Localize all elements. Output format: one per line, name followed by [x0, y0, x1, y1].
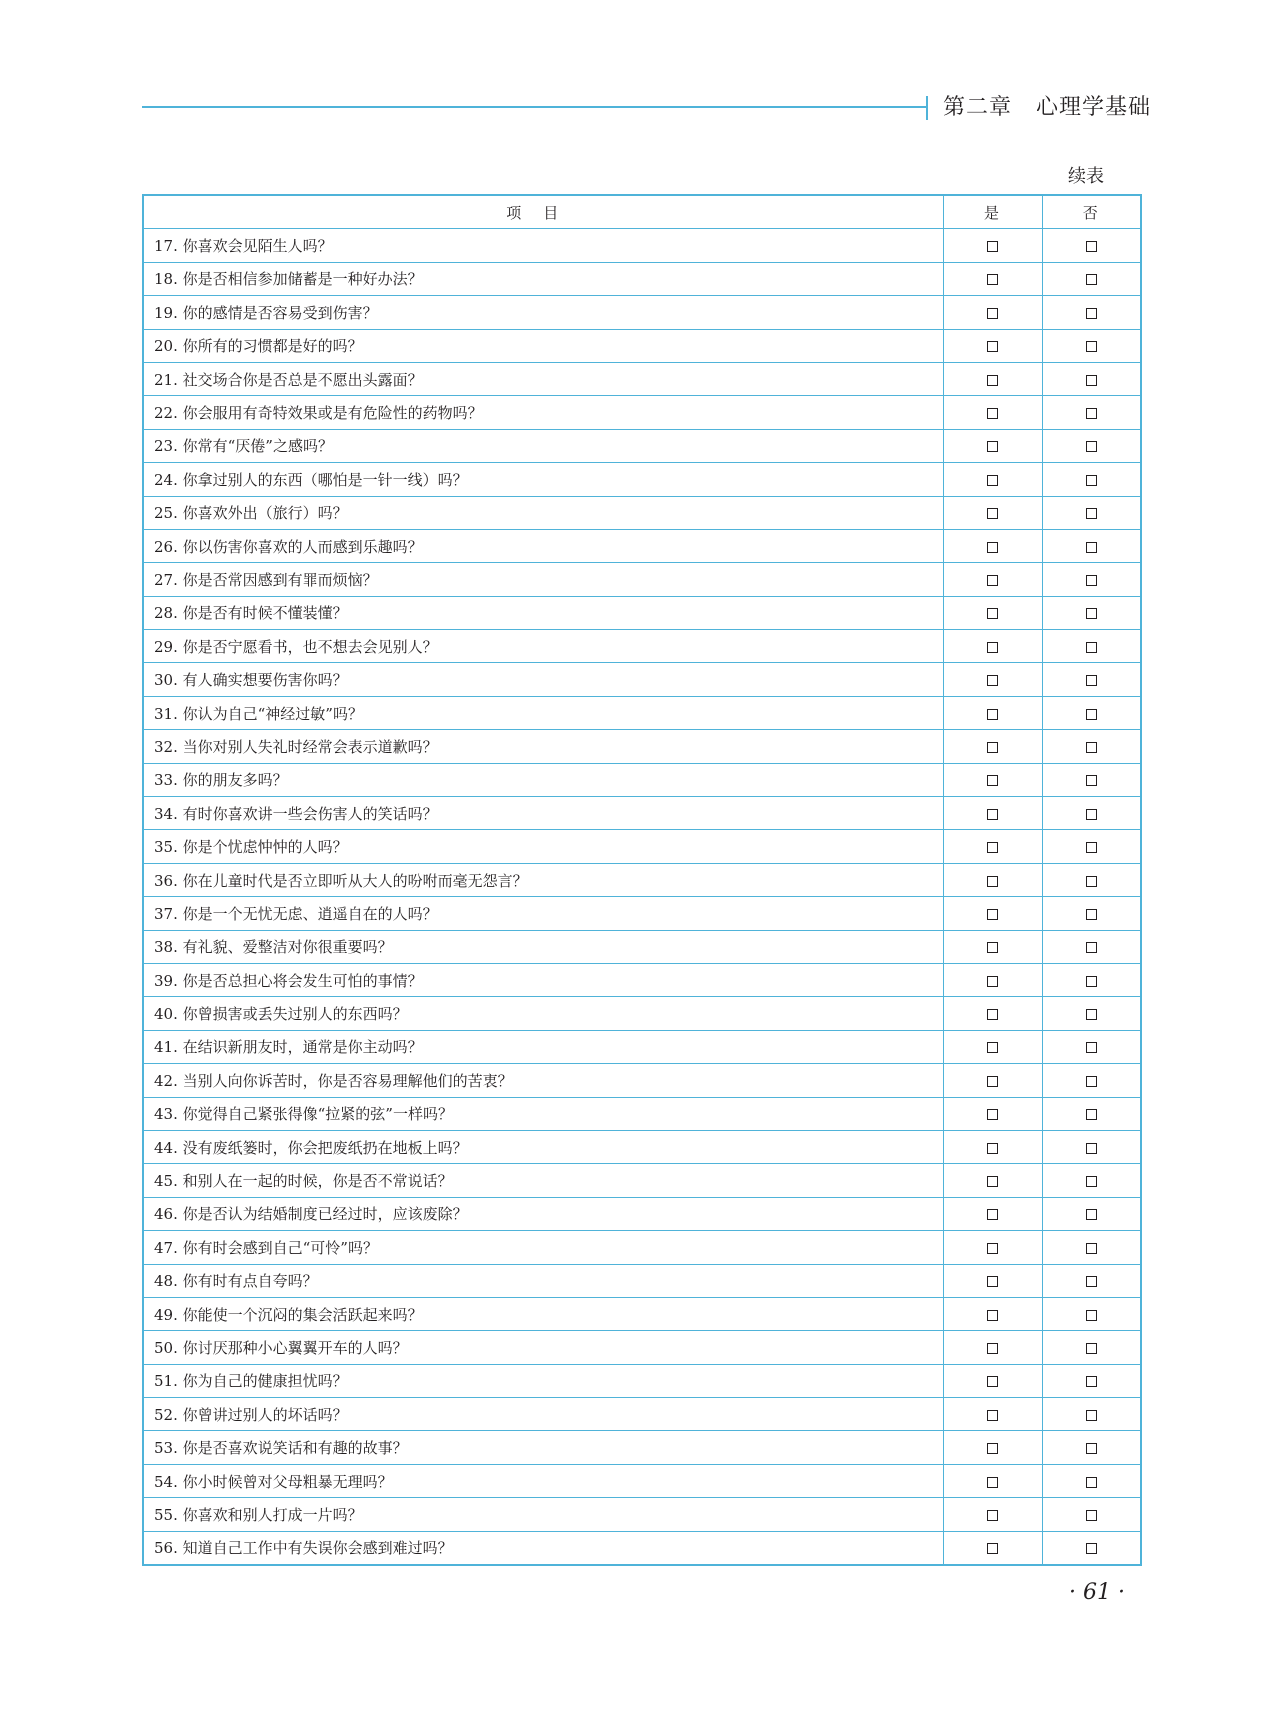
table-row	[143, 1398, 1141, 1431]
yes-cell	[943, 396, 1042, 429]
column-header-no: 否	[1042, 195, 1141, 229]
no-checkbox[interactable]	[1086, 341, 1097, 352]
question-text: 36. 你在儿童时代是否立即听从大人的吩咐而毫无怨言？	[143, 863, 943, 896]
table-row	[143, 663, 1141, 696]
question-text: 53. 你是否喜欢说笑话和有趣的故事？	[143, 1431, 943, 1464]
no-cell	[1042, 1331, 1141, 1364]
yes-checkbox[interactable]	[987, 341, 998, 352]
no-cell	[1042, 1164, 1141, 1197]
yes-checkbox[interactable]	[987, 1343, 998, 1354]
no-checkbox[interactable]	[1086, 1076, 1097, 1087]
yes-checkbox[interactable]	[987, 241, 998, 252]
header-divider	[926, 96, 928, 120]
no-cell	[1042, 463, 1141, 496]
table-row	[143, 329, 1141, 362]
no-cell	[1042, 863, 1141, 896]
table-row	[143, 296, 1141, 329]
no-cell	[1042, 897, 1141, 930]
question-text: 18. 你是否相信参加储蓄是一种好办法？	[143, 262, 943, 295]
question-text: 33. 你的朋友多吗？	[143, 763, 943, 796]
yes-checkbox[interactable]	[987, 1276, 998, 1287]
no-cell	[1042, 563, 1141, 596]
yes-checkbox[interactable]	[987, 1443, 998, 1454]
question-text: 41. 在结识新朋友时，通常是你主动吗？	[143, 1030, 943, 1063]
yes-checkbox[interactable]	[987, 1076, 998, 1087]
yes-checkbox[interactable]	[987, 842, 998, 853]
yes-checkbox[interactable]	[987, 1310, 998, 1321]
table-row	[143, 1130, 1141, 1163]
yes-cell	[943, 429, 1042, 462]
no-cell	[1042, 262, 1141, 295]
yes-checkbox[interactable]	[987, 1176, 998, 1187]
question-text: 42. 当别人向你诉苦时，你是否容易理解他们的苦衷？	[143, 1064, 943, 1097]
yes-cell	[943, 1398, 1042, 1431]
yes-checkbox[interactable]	[987, 909, 998, 920]
yes-cell	[943, 1130, 1042, 1163]
no-checkbox[interactable]	[1086, 375, 1097, 386]
yes-checkbox[interactable]	[987, 441, 998, 452]
yes-checkbox[interactable]	[987, 475, 998, 486]
question-text: 54. 你小时候曾对父母粗暴无理吗？	[143, 1464, 943, 1497]
yes-checkbox[interactable]	[987, 876, 998, 887]
no-checkbox[interactable]	[1086, 542, 1097, 553]
no-cell	[1042, 1464, 1141, 1497]
column-header-yes: 是	[943, 195, 1042, 229]
no-cell	[1042, 1398, 1141, 1431]
table-row	[143, 1164, 1141, 1197]
yes-cell	[943, 563, 1042, 596]
question-text: 30. 有人确实想要伤害你吗？	[143, 663, 943, 696]
yes-checkbox[interactable]	[987, 1243, 998, 1254]
no-checkbox[interactable]	[1086, 608, 1097, 619]
no-cell	[1042, 997, 1141, 1030]
no-checkbox[interactable]	[1086, 809, 1097, 820]
yes-cell	[943, 329, 1042, 362]
no-cell	[1042, 1498, 1141, 1531]
yes-checkbox[interactable]	[987, 1510, 998, 1521]
question-text: 21. 社交场合你是否总是不愿出头露面？	[143, 362, 943, 395]
yes-cell	[943, 1264, 1042, 1297]
no-checkbox[interactable]	[1086, 408, 1097, 419]
table-row	[143, 1331, 1141, 1364]
no-cell	[1042, 663, 1141, 696]
yes-cell	[943, 1364, 1042, 1397]
no-cell	[1042, 763, 1141, 796]
table-row	[143, 563, 1141, 596]
yes-cell	[943, 830, 1042, 863]
question-text: 29. 你是否宁愿看书，也不想去会见别人？	[143, 630, 943, 663]
no-checkbox[interactable]	[1086, 1543, 1097, 1554]
yes-cell	[943, 1431, 1042, 1464]
question-text: 45. 和别人在一起的时候，你是否不常说话？	[143, 1164, 943, 1197]
table-row	[143, 262, 1141, 295]
yes-cell	[943, 730, 1042, 763]
yes-checkbox[interactable]	[987, 709, 998, 720]
yes-checkbox[interactable]	[987, 675, 998, 686]
no-checkbox[interactable]	[1086, 1143, 1097, 1154]
table-row	[143, 463, 1141, 496]
no-cell	[1042, 830, 1141, 863]
yes-cell	[943, 496, 1042, 529]
no-checkbox[interactable]	[1086, 1343, 1097, 1354]
yes-cell	[943, 1464, 1042, 1497]
table-row	[143, 897, 1141, 930]
header-rule	[142, 106, 926, 108]
page-number: · 61 ·	[1069, 1580, 1125, 1605]
yes-checkbox[interactable]	[987, 1376, 998, 1387]
table-row	[143, 830, 1141, 863]
no-cell	[1042, 229, 1141, 262]
question-text: 34. 有时你喜欢讲一些会伤害人的笑话吗？	[143, 797, 943, 830]
question-text: 39. 你是否总担心将会发生可怕的事情？	[143, 963, 943, 996]
no-checkbox[interactable]	[1086, 441, 1097, 452]
question-text: 27. 你是否常因感到有罪而烦恼？	[143, 563, 943, 596]
question-text: 17. 你喜欢会见陌生人吗？	[143, 229, 943, 262]
no-checkbox[interactable]	[1086, 876, 1097, 887]
yes-cell	[943, 1197, 1042, 1230]
no-cell	[1042, 1531, 1141, 1565]
no-checkbox[interactable]	[1086, 976, 1097, 987]
no-checkbox[interactable]	[1086, 1109, 1097, 1120]
yes-checkbox[interactable]	[987, 1009, 998, 1020]
question-text: 44. 没有废纸篓时，你会把废纸扔在地板上吗？	[143, 1130, 943, 1163]
no-checkbox[interactable]	[1086, 842, 1097, 853]
table-row	[143, 1097, 1141, 1130]
question-text: 52. 你曾讲过别人的坏话吗？	[143, 1398, 943, 1431]
yes-cell	[943, 1030, 1042, 1063]
yes-cell	[943, 997, 1042, 1030]
question-text: 40. 你曾损害或丢失过别人的东西吗？	[143, 997, 943, 1030]
yes-cell	[943, 1531, 1042, 1565]
question-text: 38. 有礼貌、爱整洁对你很重要吗？	[143, 930, 943, 963]
yes-cell	[943, 229, 1042, 262]
no-cell	[1042, 529, 1141, 562]
yes-cell	[943, 1064, 1042, 1097]
yes-checkbox[interactable]	[987, 1042, 998, 1053]
no-checkbox[interactable]	[1086, 1477, 1097, 1488]
no-checkbox[interactable]	[1086, 1042, 1097, 1053]
no-cell	[1042, 396, 1141, 429]
no-checkbox[interactable]	[1086, 475, 1097, 486]
no-cell	[1042, 1297, 1141, 1330]
no-cell	[1042, 696, 1141, 729]
table-continued-label: 续表	[1068, 166, 1104, 187]
table-row	[143, 596, 1141, 629]
question-text: 26. 你以伤害你喜欢的人而感到乐趣吗？	[143, 529, 943, 562]
no-checkbox[interactable]	[1086, 1410, 1097, 1421]
yes-cell	[943, 863, 1042, 896]
no-cell	[1042, 429, 1141, 462]
yes-checkbox[interactable]	[987, 1410, 998, 1421]
question-text: 51. 你为自己的健康担忧吗？	[143, 1364, 943, 1397]
yes-cell	[943, 362, 1042, 395]
no-checkbox[interactable]	[1086, 642, 1097, 653]
yes-checkbox[interactable]	[987, 375, 998, 386]
no-cell	[1042, 930, 1141, 963]
table-row	[143, 630, 1141, 663]
question-text: 19. 你的感情是否容易受到伤害？	[143, 296, 943, 329]
question-text: 23. 你常有“厌倦”之感吗？	[143, 429, 943, 462]
yes-checkbox[interactable]	[987, 542, 998, 553]
table-row	[143, 1464, 1141, 1497]
yes-cell	[943, 1331, 1042, 1364]
no-checkbox[interactable]	[1086, 1443, 1097, 1454]
no-checkbox[interactable]	[1086, 909, 1097, 920]
yes-cell	[943, 596, 1042, 629]
table-row	[143, 1364, 1141, 1397]
no-cell	[1042, 1030, 1141, 1063]
yes-cell	[943, 797, 1042, 830]
table-row	[143, 1297, 1141, 1330]
yes-cell	[943, 930, 1042, 963]
yes-cell	[943, 1097, 1042, 1130]
yes-checkbox[interactable]	[987, 308, 998, 319]
questionnaire-table	[142, 194, 1142, 1566]
yes-checkbox[interactable]	[987, 809, 998, 820]
yes-checkbox[interactable]	[987, 575, 998, 586]
yes-checkbox[interactable]	[987, 742, 998, 753]
no-checkbox[interactable]	[1086, 1176, 1097, 1187]
yes-cell	[943, 663, 1042, 696]
table-row	[143, 1531, 1141, 1565]
yes-cell	[943, 463, 1042, 496]
table-row	[143, 1498, 1141, 1531]
no-cell	[1042, 630, 1141, 663]
no-checkbox[interactable]	[1086, 709, 1097, 720]
no-cell	[1042, 296, 1141, 329]
table-row	[143, 229, 1141, 262]
yes-cell	[943, 1164, 1042, 1197]
no-cell	[1042, 1097, 1141, 1130]
no-checkbox[interactable]	[1086, 308, 1097, 319]
yes-cell	[943, 1231, 1042, 1264]
table-row	[143, 763, 1141, 796]
question-text: 48. 你有时有点自夸吗？	[143, 1264, 943, 1297]
yes-cell	[943, 296, 1042, 329]
no-cell	[1042, 730, 1141, 763]
yes-cell	[943, 630, 1042, 663]
table-row	[143, 362, 1141, 395]
no-cell	[1042, 496, 1141, 529]
column-header-item: 项目	[143, 195, 943, 229]
no-checkbox[interactable]	[1086, 508, 1097, 519]
yes-checkbox[interactable]	[987, 274, 998, 285]
table-row	[143, 696, 1141, 729]
question-text: 46. 你是否认为结婚制度已经过时，应该废除？	[143, 1197, 943, 1230]
table-row	[143, 496, 1141, 529]
no-cell	[1042, 797, 1141, 830]
table-row	[143, 396, 1141, 429]
no-checkbox[interactable]	[1086, 1310, 1097, 1321]
table-row	[143, 730, 1141, 763]
question-text: 28. 你是否有时候不懂装懂？	[143, 596, 943, 629]
no-checkbox[interactable]	[1086, 1376, 1097, 1387]
no-checkbox[interactable]	[1086, 575, 1097, 586]
no-cell	[1042, 362, 1141, 395]
yes-cell	[943, 262, 1042, 295]
yes-cell	[943, 1297, 1042, 1330]
yes-checkbox[interactable]	[987, 775, 998, 786]
yes-cell	[943, 897, 1042, 930]
no-cell	[1042, 1431, 1141, 1464]
no-checkbox[interactable]	[1086, 1276, 1097, 1287]
yes-checkbox[interactable]	[987, 942, 998, 953]
question-text: 55. 你喜欢和别人打成一片吗？	[143, 1498, 943, 1531]
table-row	[143, 863, 1141, 896]
table-row	[143, 1231, 1141, 1264]
question-text: 47. 你有时会感到自己“可怜”吗？	[143, 1231, 943, 1264]
yes-checkbox[interactable]	[987, 1143, 998, 1154]
table-row	[143, 429, 1141, 462]
no-checkbox[interactable]	[1086, 1510, 1097, 1521]
no-checkbox[interactable]	[1086, 942, 1097, 953]
yes-checkbox[interactable]	[987, 408, 998, 419]
table-row	[143, 1197, 1141, 1230]
question-text: 35. 你是个忧虑忡忡的人吗？	[143, 830, 943, 863]
yes-checkbox[interactable]	[987, 1209, 998, 1220]
no-checkbox[interactable]	[1086, 1009, 1097, 1020]
table-row	[143, 529, 1141, 562]
table-row	[143, 797, 1141, 830]
yes-checkbox[interactable]	[987, 1109, 998, 1120]
yes-checkbox[interactable]	[987, 608, 998, 619]
chapter-title: 第二章 心理学基础	[943, 95, 1151, 120]
yes-checkbox[interactable]	[987, 642, 998, 653]
yes-cell	[943, 763, 1042, 796]
yes-checkbox[interactable]	[987, 976, 998, 987]
question-text: 56. 知道自己工作中有失误你会感到难过吗？	[143, 1531, 943, 1565]
no-checkbox[interactable]	[1086, 742, 1097, 753]
yes-checkbox[interactable]	[987, 508, 998, 519]
question-text: 25. 你喜欢外出（旅行）吗？	[143, 496, 943, 529]
no-cell	[1042, 1064, 1141, 1097]
no-cell	[1042, 329, 1141, 362]
question-text: 32. 当你对别人失礼时经常会表示道歉吗？	[143, 730, 943, 763]
question-text: 24. 你拿过别人的东西（哪怕是一针一线）吗？	[143, 463, 943, 496]
yes-cell	[943, 529, 1042, 562]
table-row	[143, 997, 1141, 1030]
no-cell	[1042, 1364, 1141, 1397]
table-row	[143, 1030, 1141, 1063]
table-row	[143, 1264, 1141, 1297]
no-cell	[1042, 596, 1141, 629]
yes-cell	[943, 1498, 1042, 1531]
no-checkbox[interactable]	[1086, 1243, 1097, 1254]
questionnaire-body	[143, 229, 1141, 1565]
no-checkbox[interactable]	[1086, 241, 1097, 252]
yes-checkbox[interactable]	[987, 1477, 998, 1488]
no-checkbox[interactable]	[1086, 274, 1097, 285]
yes-cell	[943, 963, 1042, 996]
question-text: 37. 你是一个无忧无虑、逍遥自在的人吗？	[143, 897, 943, 930]
yes-cell	[943, 696, 1042, 729]
question-text: 49. 你能使一个沉闷的集会活跃起来吗？	[143, 1297, 943, 1330]
no-cell	[1042, 1264, 1141, 1297]
no-cell	[1042, 1231, 1141, 1264]
table-row	[143, 1064, 1141, 1097]
table-row	[143, 930, 1141, 963]
yes-checkbox[interactable]	[987, 1543, 998, 1554]
no-checkbox[interactable]	[1086, 675, 1097, 686]
question-text: 43. 你觉得自己紧张得像“拉紧的弦”一样吗？	[143, 1097, 943, 1130]
no-cell	[1042, 963, 1141, 996]
no-cell	[1042, 1130, 1141, 1163]
no-checkbox[interactable]	[1086, 1209, 1097, 1220]
table-header-row	[143, 195, 1141, 229]
question-text: 22. 你会服用有奇特效果或是有危险性的药物吗？	[143, 396, 943, 429]
table-row	[143, 1431, 1141, 1464]
question-text: 20. 你所有的习惯都是好的吗？	[143, 329, 943, 362]
question-text: 50. 你讨厌那种小心翼翼开车的人吗？	[143, 1331, 943, 1364]
no-checkbox[interactable]	[1086, 775, 1097, 786]
table-row	[143, 963, 1141, 996]
question-text: 31. 你认为自己“神经过敏”吗？	[143, 696, 943, 729]
no-cell	[1042, 1197, 1141, 1230]
